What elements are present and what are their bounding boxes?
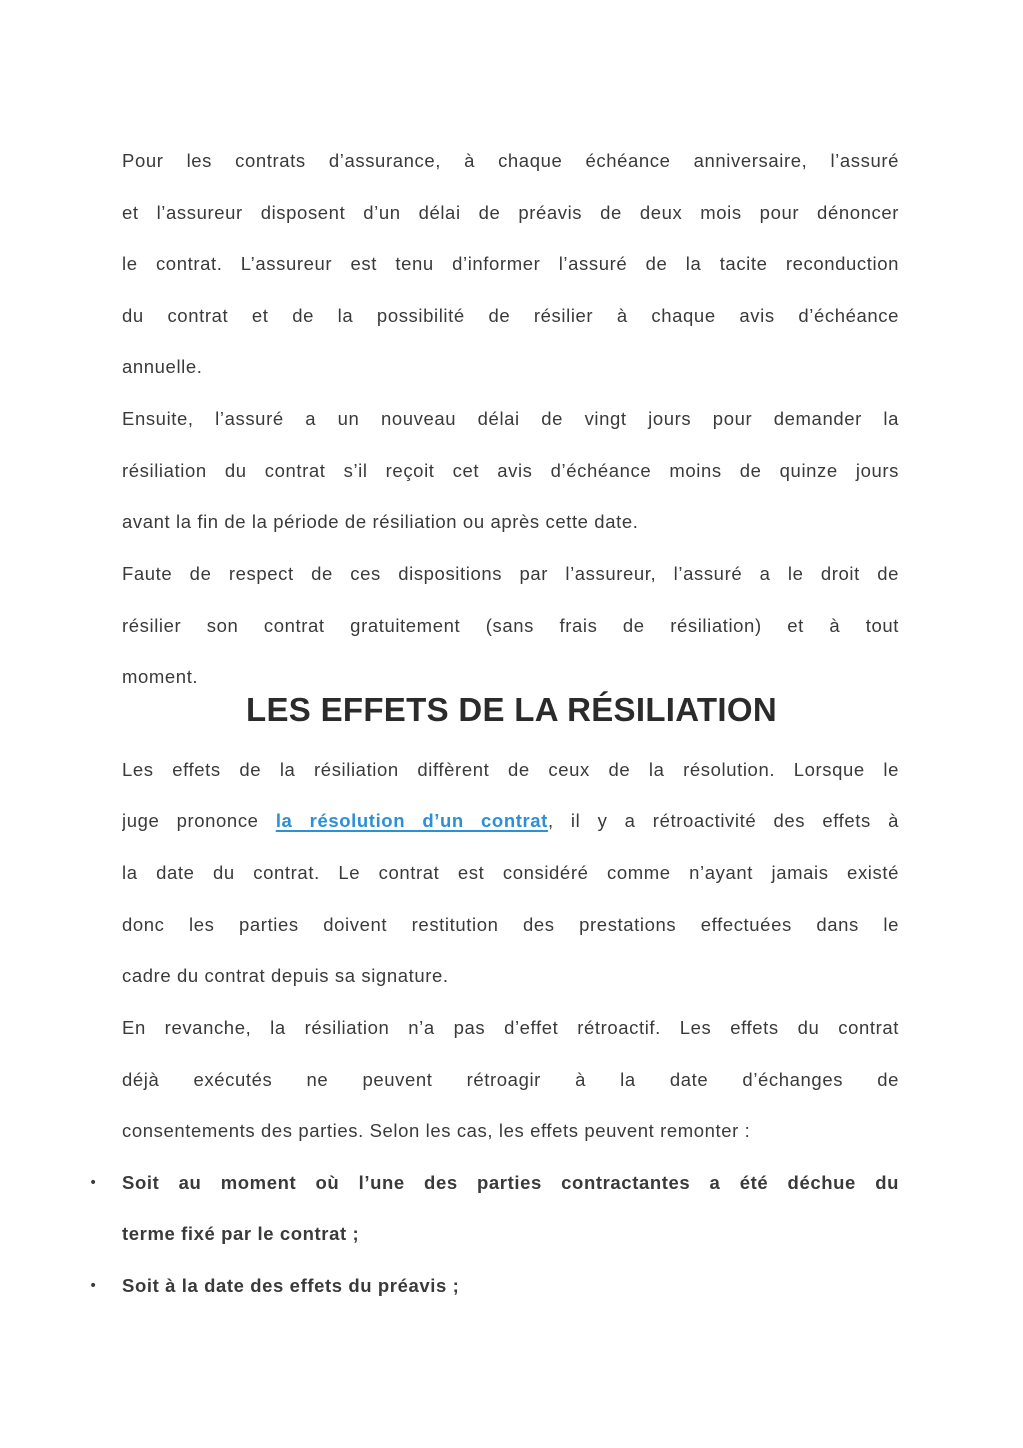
paragraph-line: moment.	[122, 666, 199, 687]
section-heading: LES EFFETS DE LA RÉSILIATION	[246, 691, 777, 728]
bullet-item-line: terme fixé par le contrat ;	[122, 1223, 360, 1244]
bullet-item-line: Soit au moment où l’une des parties contractantes a été déchue du	[122, 1172, 899, 1193]
resolution-contrat-link[interactable]: la résolution d’un contrat	[275, 810, 548, 831]
paragraph-text: , il y a rétroactivité des effets à	[547, 810, 899, 831]
paragraph-line: cadre du contrat depuis sa signature.	[122, 965, 449, 986]
paragraph-line: résilier son contrat gratuitement (sans frais de résiliation) et à tout	[122, 615, 899, 636]
paragraph-line: donc les parties doivent restitution des prestations effectuées dans le	[122, 914, 899, 935]
paragraph-line: déjà exécutés ne peuvent rétroagir à la date d’échanges de	[122, 1069, 899, 1090]
paragraph-line: le contrat. L’assureur est tenu d’informer l’assuré de la tacite reconduction	[122, 253, 899, 274]
paragraph-line: Les effets de la résiliation diffèrent de ceux de la résolution. Lorsque le	[122, 759, 899, 780]
paragraph-line: du contrat et de la possibilité de résilier à chaque avis d’échéance	[122, 305, 899, 326]
paragraph-line: annuelle.	[122, 356, 203, 377]
bullet-marker: •	[89, 1278, 98, 1294]
paragraph-line: et l’assureur disposent d’un délai de préavis de deux mois pour dénoncer	[122, 202, 899, 223]
paragraph-line: En revanche, la résiliation n’a pas d’effet rétroactif. Les effets du contrat	[122, 1017, 899, 1038]
paragraph-line: résiliation du contrat s’il reçoit cet avis d’échéance moins de quinze jours	[122, 460, 899, 481]
paragraph-line-with-link	[122, 806, 899, 836]
paragraph-line: avant la fin de la période de résiliation ou après cette date.	[122, 511, 639, 532]
bullet-item-line: Soit à la date des effets du préavis ;	[122, 1275, 460, 1296]
paragraph-line: consentements des parties. Selon les cas, les effets peuvent remonter :	[122, 1120, 751, 1141]
paragraph-line: la date du contrat. Le contrat est considéré comme n’ayant jamais existé	[122, 862, 899, 883]
paragraph-line: Faute de respect de ces dispositions par l’assureur, l’assuré a le droit de	[122, 563, 899, 584]
paragraph-text: juge prononce	[122, 810, 276, 831]
paragraph-line: Pour les contrats d’assurance, à chaque échéance anniversaire, l’assuré	[122, 150, 899, 171]
bullet-marker: •	[89, 1175, 98, 1191]
paragraph-line: Ensuite, l’assuré a un nouveau délai de vingt jours pour demander la	[122, 408, 899, 429]
